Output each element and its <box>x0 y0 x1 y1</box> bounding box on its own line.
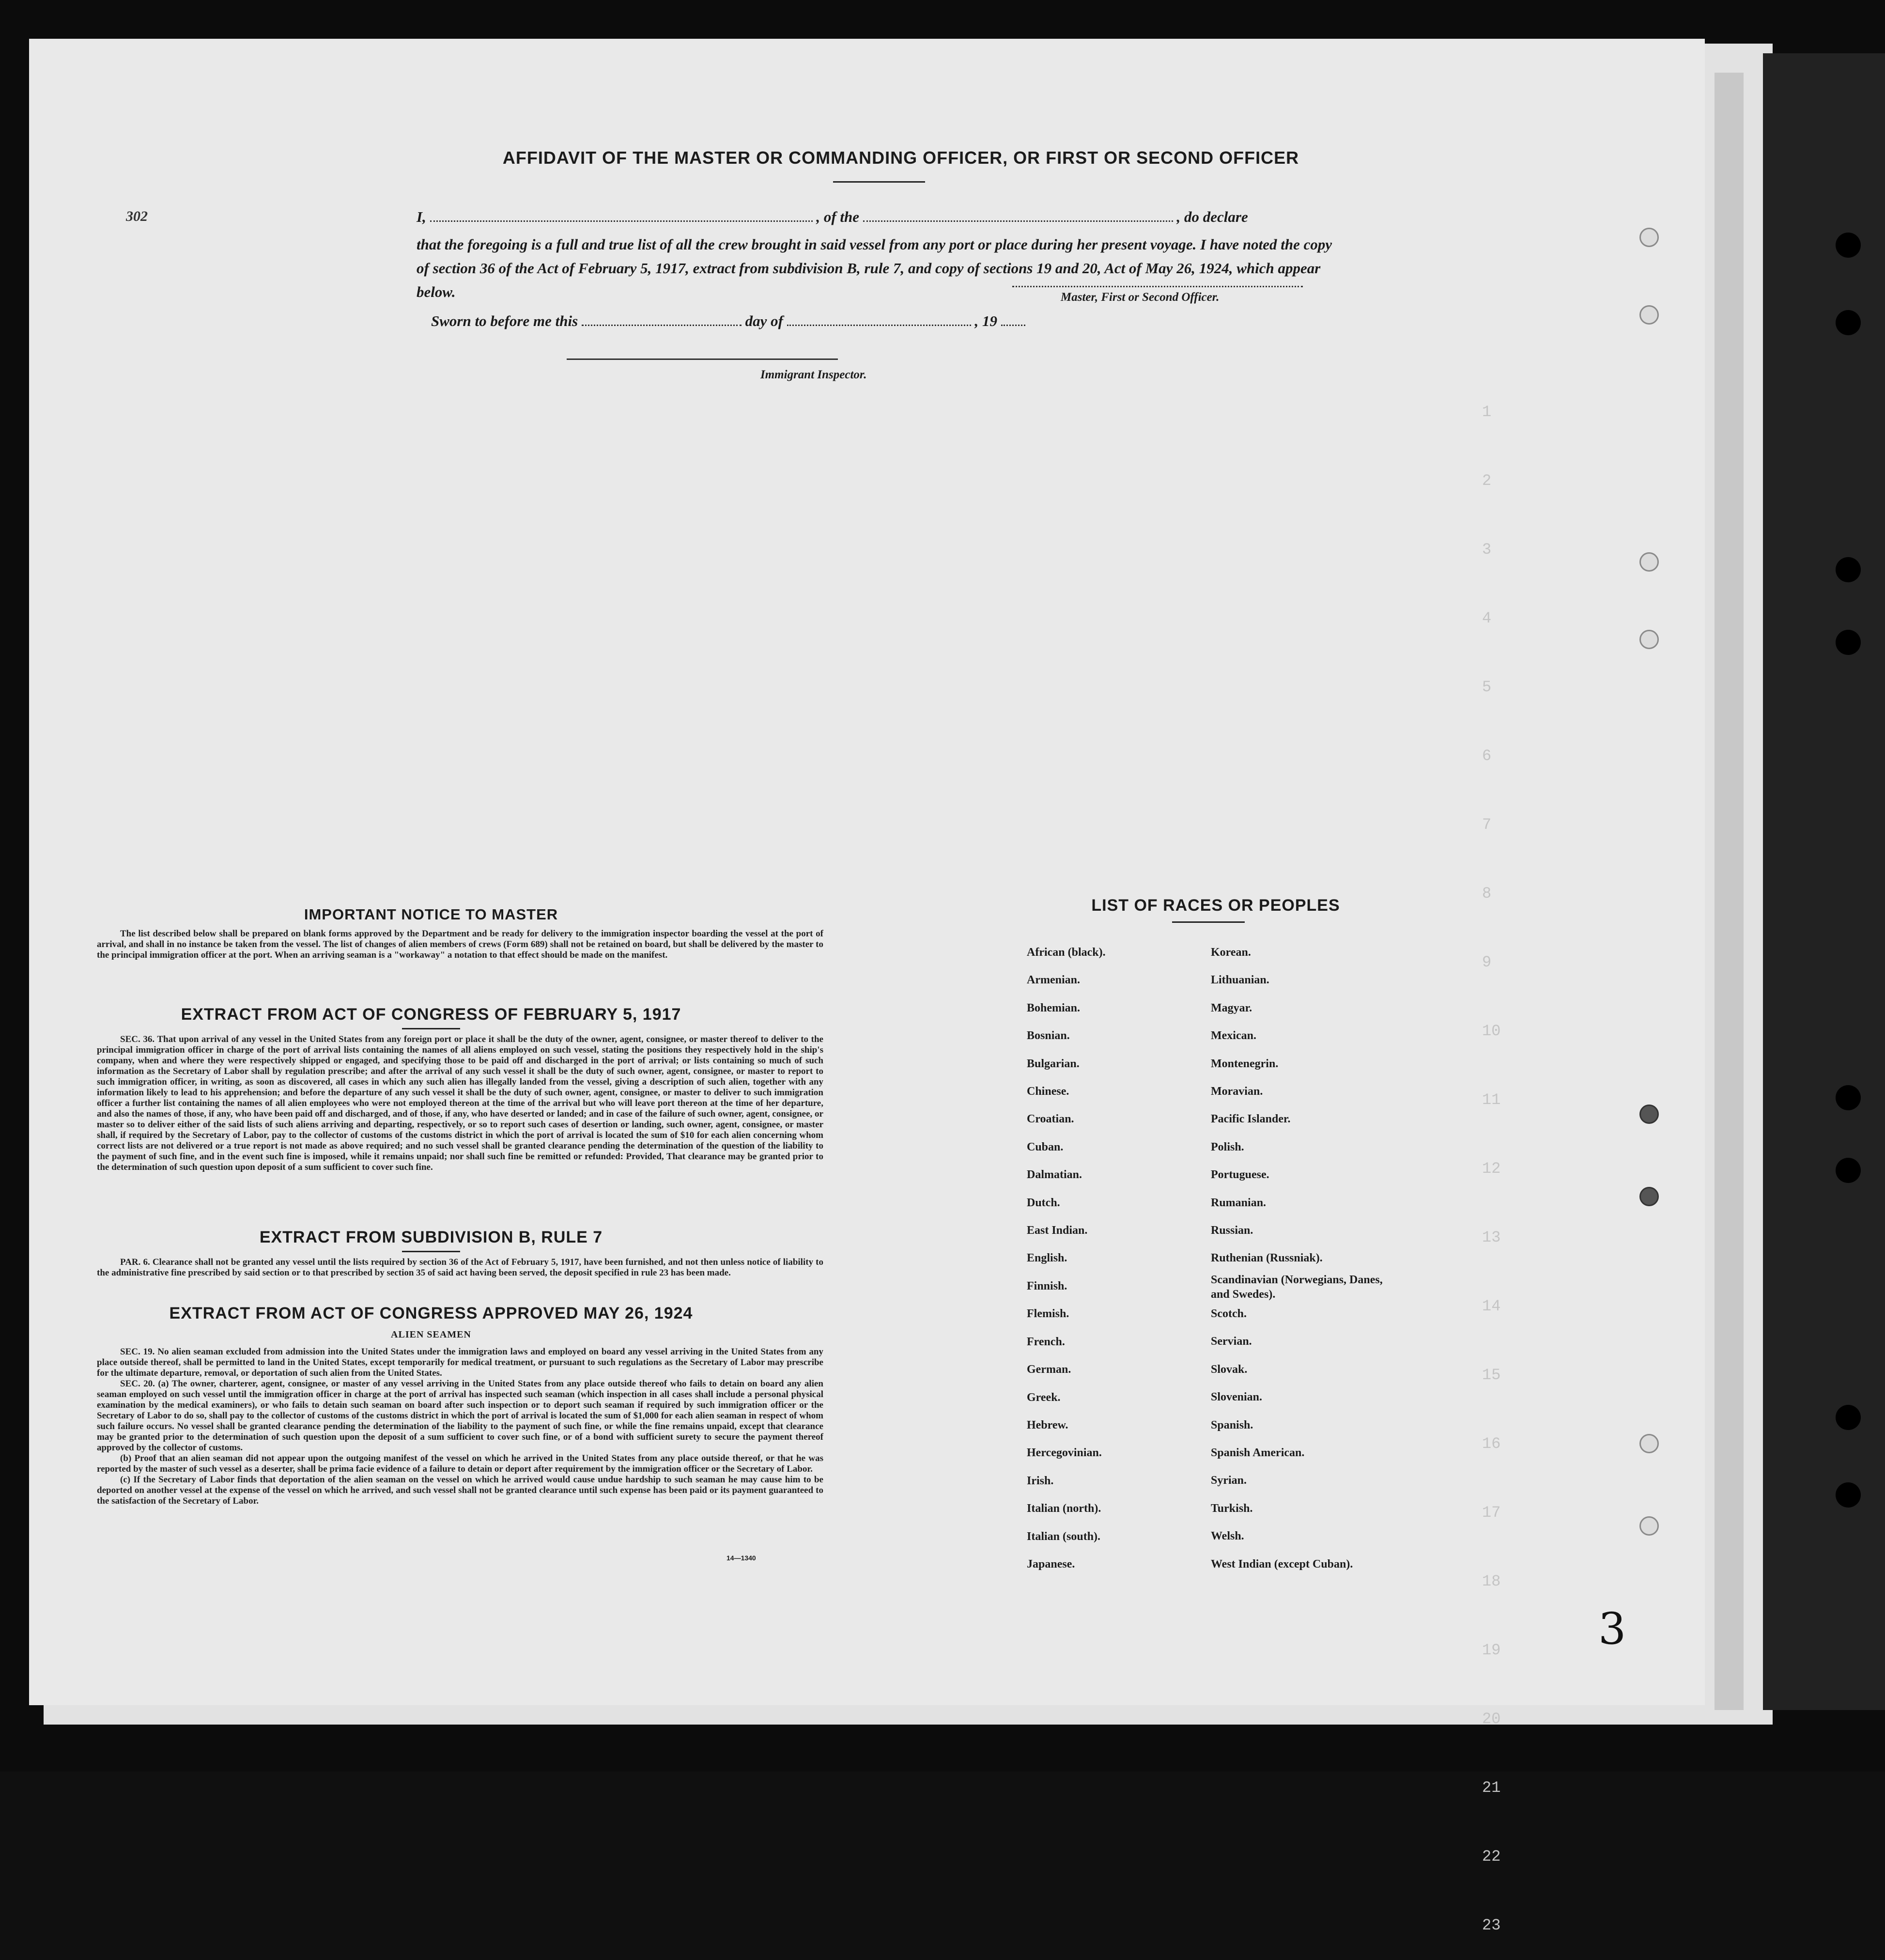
race-item: Korean. <box>1211 946 1251 959</box>
race-item: Greek. <box>1027 1391 1061 1404</box>
binder-hole <box>1836 233 1861 258</box>
margin-mark: 302 <box>126 208 148 224</box>
name-blank <box>430 210 813 222</box>
race-item: Servian. <box>1211 1335 1252 1348</box>
race-item: Chinese. <box>1027 1085 1069 1098</box>
race-item: Ruthenian (Russniak). <box>1211 1252 1323 1265</box>
notice-text <box>97 929 823 961</box>
manifest-page <box>29 39 1705 1934</box>
title-rule <box>1172 921 1245 923</box>
race-item: German. <box>1027 1363 1071 1376</box>
extract-1917-text <box>97 1034 823 1173</box>
punch-ring <box>1639 228 1659 247</box>
race-item: Irish. <box>1027 1474 1054 1487</box>
punch-ring <box>1639 630 1659 649</box>
race-item: Syrian. <box>1211 1474 1247 1487</box>
race-item: Bohemian. <box>1027 1001 1081 1014</box>
race-item: Croatian. <box>1027 1113 1074 1126</box>
race-item: Pacific Islander. <box>1211 1113 1291 1126</box>
race-item: Italian (north). <box>1027 1502 1101 1515</box>
paragraph-6: PAR. 6. Clearance shall not be granted any vessel until the lists required by section 36 of the Act of February 5, 1917, have been furnished, and not then unless notice of liability to the administrative fine prescribed by said section or to that prescribed by section 35 of said act having been served, the deposit specified in rule 23 has been made. <box>97 1257 823 1278</box>
race-item: Dalmatian. <box>1027 1168 1082 1182</box>
extract-1924-title: EXTRACT FROM ACT OF CONGRESS APPROVED MAY 26, 1924 <box>169 1304 693 1322</box>
form-number: 14—1340 <box>726 1554 756 1562</box>
section-20a-paragraph: SEC. 20. (a) The owner, charterer, agent, consignee, or master of any vessel arriving in the United States from any place outside thereof who fails to detain on board any alien seaman employed on such vessel until the immigration officer in charge at the port of arrival has inspected such seaman (which inspection in all cases shall include a personal physical examination by the medical examiners), or who fails to detain such seaman on board after such inspection or to deport such seaman if required by such immigration officer or the Secretary of Labor to do so, shall pay to the collector of customs of the customs district in which the port of arrival is located the sum of $1,000 for each alien seaman in respect of whom such failure occurs. No vessel shall be granted clearance pending the determination of the liability to the payment of such fine, or while the fine remains unpaid, except that clearance may be granted prior to the determination of such question upon the deposit of a sum sufficient to cover such fine, or of a bond with sufficient surety to secure the payment thereof approved by the collector of customs. <box>97 1379 823 1453</box>
race-item: Hercegovinian. <box>1027 1447 1102 1460</box>
race-item: Hebrew. <box>1027 1418 1068 1431</box>
rule-7-text <box>97 1257 823 1278</box>
master-signature-label: Master, First or Second Officer. <box>1061 291 1220 304</box>
race-item: Montenegrin. <box>1211 1057 1279 1070</box>
extract-1924-text <box>97 1347 823 1507</box>
race-item: Finnish. <box>1027 1279 1067 1292</box>
sheet-edge <box>1715 73 1744 1710</box>
race-item: Dutch. <box>1027 1196 1060 1209</box>
races-right-column <box>1211 939 1395 1578</box>
sworn-year-label: , 19 <box>974 312 997 329</box>
race-item: Spanish American. <box>1211 1446 1305 1459</box>
binder-hole <box>1836 630 1861 655</box>
of-the-label: , of the <box>816 208 860 225</box>
race-item: English. <box>1027 1252 1067 1265</box>
sworn-month-blank <box>787 314 971 326</box>
punch-ring <box>1639 305 1659 325</box>
race-item: West Indian (except Cuban). <box>1211 1557 1353 1571</box>
races-left-column <box>1027 939 1106 1578</box>
race-item: French. <box>1027 1335 1065 1348</box>
rule-7-title: EXTRACT FROM SUBDIVISION B, RULE 7 <box>259 1228 603 1246</box>
race-item: Magyar. <box>1211 1001 1252 1014</box>
section-20c-paragraph: (c) If the Secretary of Labor finds that deportation of the alien seaman on the vessel on which he arrived would cause undue hardship to such seaman he may cause him to be deported on another vessel at the expense of the vessel on which he arrived, and such vessel shall not be granted clearance until such expense has been paid or its payment guaranteed to the satisfaction of the Secretary of Labor. <box>97 1475 823 1506</box>
alien-seamen-subtitle: ALIEN SEAMEN <box>391 1329 471 1340</box>
notice-title: IMPORTANT NOTICE TO MASTER <box>304 906 558 923</box>
race-item: Mexican. <box>1211 1029 1256 1042</box>
title-rule <box>402 1028 460 1029</box>
binder-hole <box>1836 1158 1861 1183</box>
bleed-through-column: 1 2 3 4 5 6 7 8 9 10 11 12 13 14 15 16 17 18 19 20 21 22 23 <box>1482 403 1501 1934</box>
section-19-paragraph: SEC. 19. No alien seaman excluded from admission into the United States under the immigration laws and employed on board any vessel arriving in the United States from any place outside thereof, shall be permitted to land in the United States, except temporarily for medical treatment, or pursuant to such regulations as the Secretary of Labor may prescribe for the ultimate departure, removal, or deportation of such alien from the United States. <box>97 1347 823 1378</box>
binder-hole <box>1836 1482 1861 1508</box>
race-item: Lithuanian. <box>1211 974 1269 987</box>
binder-hole <box>1836 1085 1861 1110</box>
sworn-year-blank <box>1001 314 1025 326</box>
races-title: LIST OF RACES OR PEOPLES <box>1091 896 1340 915</box>
handwritten-page-number: 3 <box>1598 1603 1626 1654</box>
race-item: Portuguese. <box>1211 1168 1269 1182</box>
sworn-day-label: day of <box>745 312 783 329</box>
affidavit-title: AFFIDAVIT OF THE MASTER OR COMMANDING OFFICER, OR FIRST OR SECOND OFFICER <box>502 148 1299 168</box>
race-item: African (black). <box>1027 946 1106 959</box>
race-item: Bosnian. <box>1027 1029 1070 1042</box>
race-item: Slovak. <box>1211 1363 1248 1376</box>
punch-ring <box>1639 1434 1659 1453</box>
title-rule <box>402 1251 460 1252</box>
race-item: Bulgarian. <box>1027 1057 1080 1070</box>
extract-1917-title: EXTRACT FROM ACT OF CONGRESS OF FEBRUARY 5, 1917 <box>181 1005 681 1024</box>
race-item: Slovenian. <box>1211 1391 1263 1404</box>
race-item: Scandinavian (Norwegians, Danes, and Swedes). <box>1211 1273 1383 1301</box>
inspector-signature-label: Immigrant Inspector. <box>760 368 867 381</box>
section-36-paragraph: SEC. 36. That upon arrival of any vessel in the United States from any foreign port or place it shall be the duty of the owner, agent, consignee, or master thereof to deliver to the principal immigration officer in charge of the port of arrival lists containing the names of all aliens employed on such vessel, stating the positions they respectively hold in the ship's company, when and where they were respectively shipped or engaged, and specifying those to be paid off and discharged in the port of arrival; or lists containing so much of such information as the Secretary of Labor shall by regulation prescribe; and after the arrival of any such vessel it shall be the duty of such owner, agent, consignee, or master to report to such immigration officer, in writing, as soon as discovered, all cases in which any such alien has illegally landed from the vessel, giving a description of such alien, together with any information likely to lead to his apprehension; and before the departure of any such vessel it shall be the duty of such owner, agent, consignee, or master to deliver to such immigration officer a further list containing the names of all alien employees who were not employed thereon at the time of the arrival but who will leave port thereon at the time of her departure, and also the names of those, if any, who have been paid off and discharged, and of those, if any, who have deserted or landed; and in case of the failure of such owner, agent, consignee, or master so to deliver either of the said lists of such aliens arriving and departing, respectively, or so to report such cases of desertion or landing, such owner, agent, consignee, or master shall, if required by the Secretary of Labor, pay to the collector of customs of the customs district in which the port of arrival is located the sum of $10 for each alien concerning whom correct lists are not delivered or a true report is not made as above required; and no such vessel shall be granted clearance pending the determination of the question of the liability to the payment of such fine, and in the event such fine is imposed, while it remains unpaid; nor shall such fine be remitted or refunded: Provided, That clearance may be granted prior to the determination of such question upon deposit of a sum sufficient to cover such fine. <box>97 1034 823 1172</box>
race-item: Spanish. <box>1211 1418 1253 1431</box>
binder-hole <box>1836 1405 1861 1430</box>
punch-ring <box>1639 1104 1659 1124</box>
binder-hole <box>1836 310 1861 335</box>
race-item: Flemish. <box>1027 1307 1069 1321</box>
affidavit-i-label: I, <box>417 208 426 225</box>
sworn-line <box>431 312 1025 330</box>
race-item: Japanese. <box>1027 1557 1075 1571</box>
punch-ring <box>1639 552 1659 572</box>
punch-ring <box>1639 1187 1659 1206</box>
race-item: Scotch. <box>1211 1307 1247 1320</box>
race-item: Rumanian. <box>1211 1196 1267 1209</box>
affidavit-body: that the foregoing is a full and true list of all the crew brought in said vessel from any port or place during her present voyage. I have noted the copy of section 36 of the Act of February 5, 1917, extract from subdivision B, rule 7, and copy of sections 19 and 20, Act of May 26, 1924, which appear below. <box>417 236 1332 300</box>
affidavit-declaration-line <box>417 208 1248 226</box>
sworn-day-blank <box>582 314 742 326</box>
declare-label: , do declare <box>1176 208 1248 225</box>
inspector-signature-line <box>567 358 838 360</box>
title-rule <box>833 181 925 183</box>
binder-hole <box>1836 557 1861 582</box>
race-item: Russian. <box>1211 1224 1253 1237</box>
race-item: Welsh. <box>1211 1530 1244 1543</box>
race-item: East Indian. <box>1027 1224 1088 1237</box>
master-signature-line <box>1012 286 1303 287</box>
notice-paragraph: The list described below shall be prepared on blank forms approved by the Department and be ready for delivery to the immigration inspector boarding the vessel at the port of arrival, and shall in no instance be taken from the vessel. The list of changes of alien members of crews (Form 689) shall not be retained on board, but shall be delivered by the master to the principal immigration officer at the port. When an arriving seaman is a "workaway" a notation to that effect should be made on the manifest. <box>97 929 823 960</box>
race-item: Armenian. <box>1027 974 1080 987</box>
binding-edge <box>1763 53 1885 1710</box>
section-20b-paragraph: (b) Proof that an alien seaman did not appear upon the outgoing manifest of the vessel on which he arrived in the United States from any place outside thereof, or that he was reported by the master of such vessel as a deserter, shall be prima facie evidence of a failure to detain or deport after requirement by the immigration officer or the Secretary of Labor. <box>97 1453 823 1474</box>
race-item: Moravian. <box>1211 1085 1263 1098</box>
vessel-blank <box>863 210 1173 222</box>
race-item: Cuban. <box>1027 1140 1064 1153</box>
sworn-prefix: Sworn to before me this <box>431 312 578 329</box>
race-item: Turkish. <box>1211 1502 1253 1515</box>
punch-ring <box>1639 1516 1659 1536</box>
race-item: Polish. <box>1211 1140 1244 1153</box>
race-item: Italian (south). <box>1027 1530 1101 1543</box>
